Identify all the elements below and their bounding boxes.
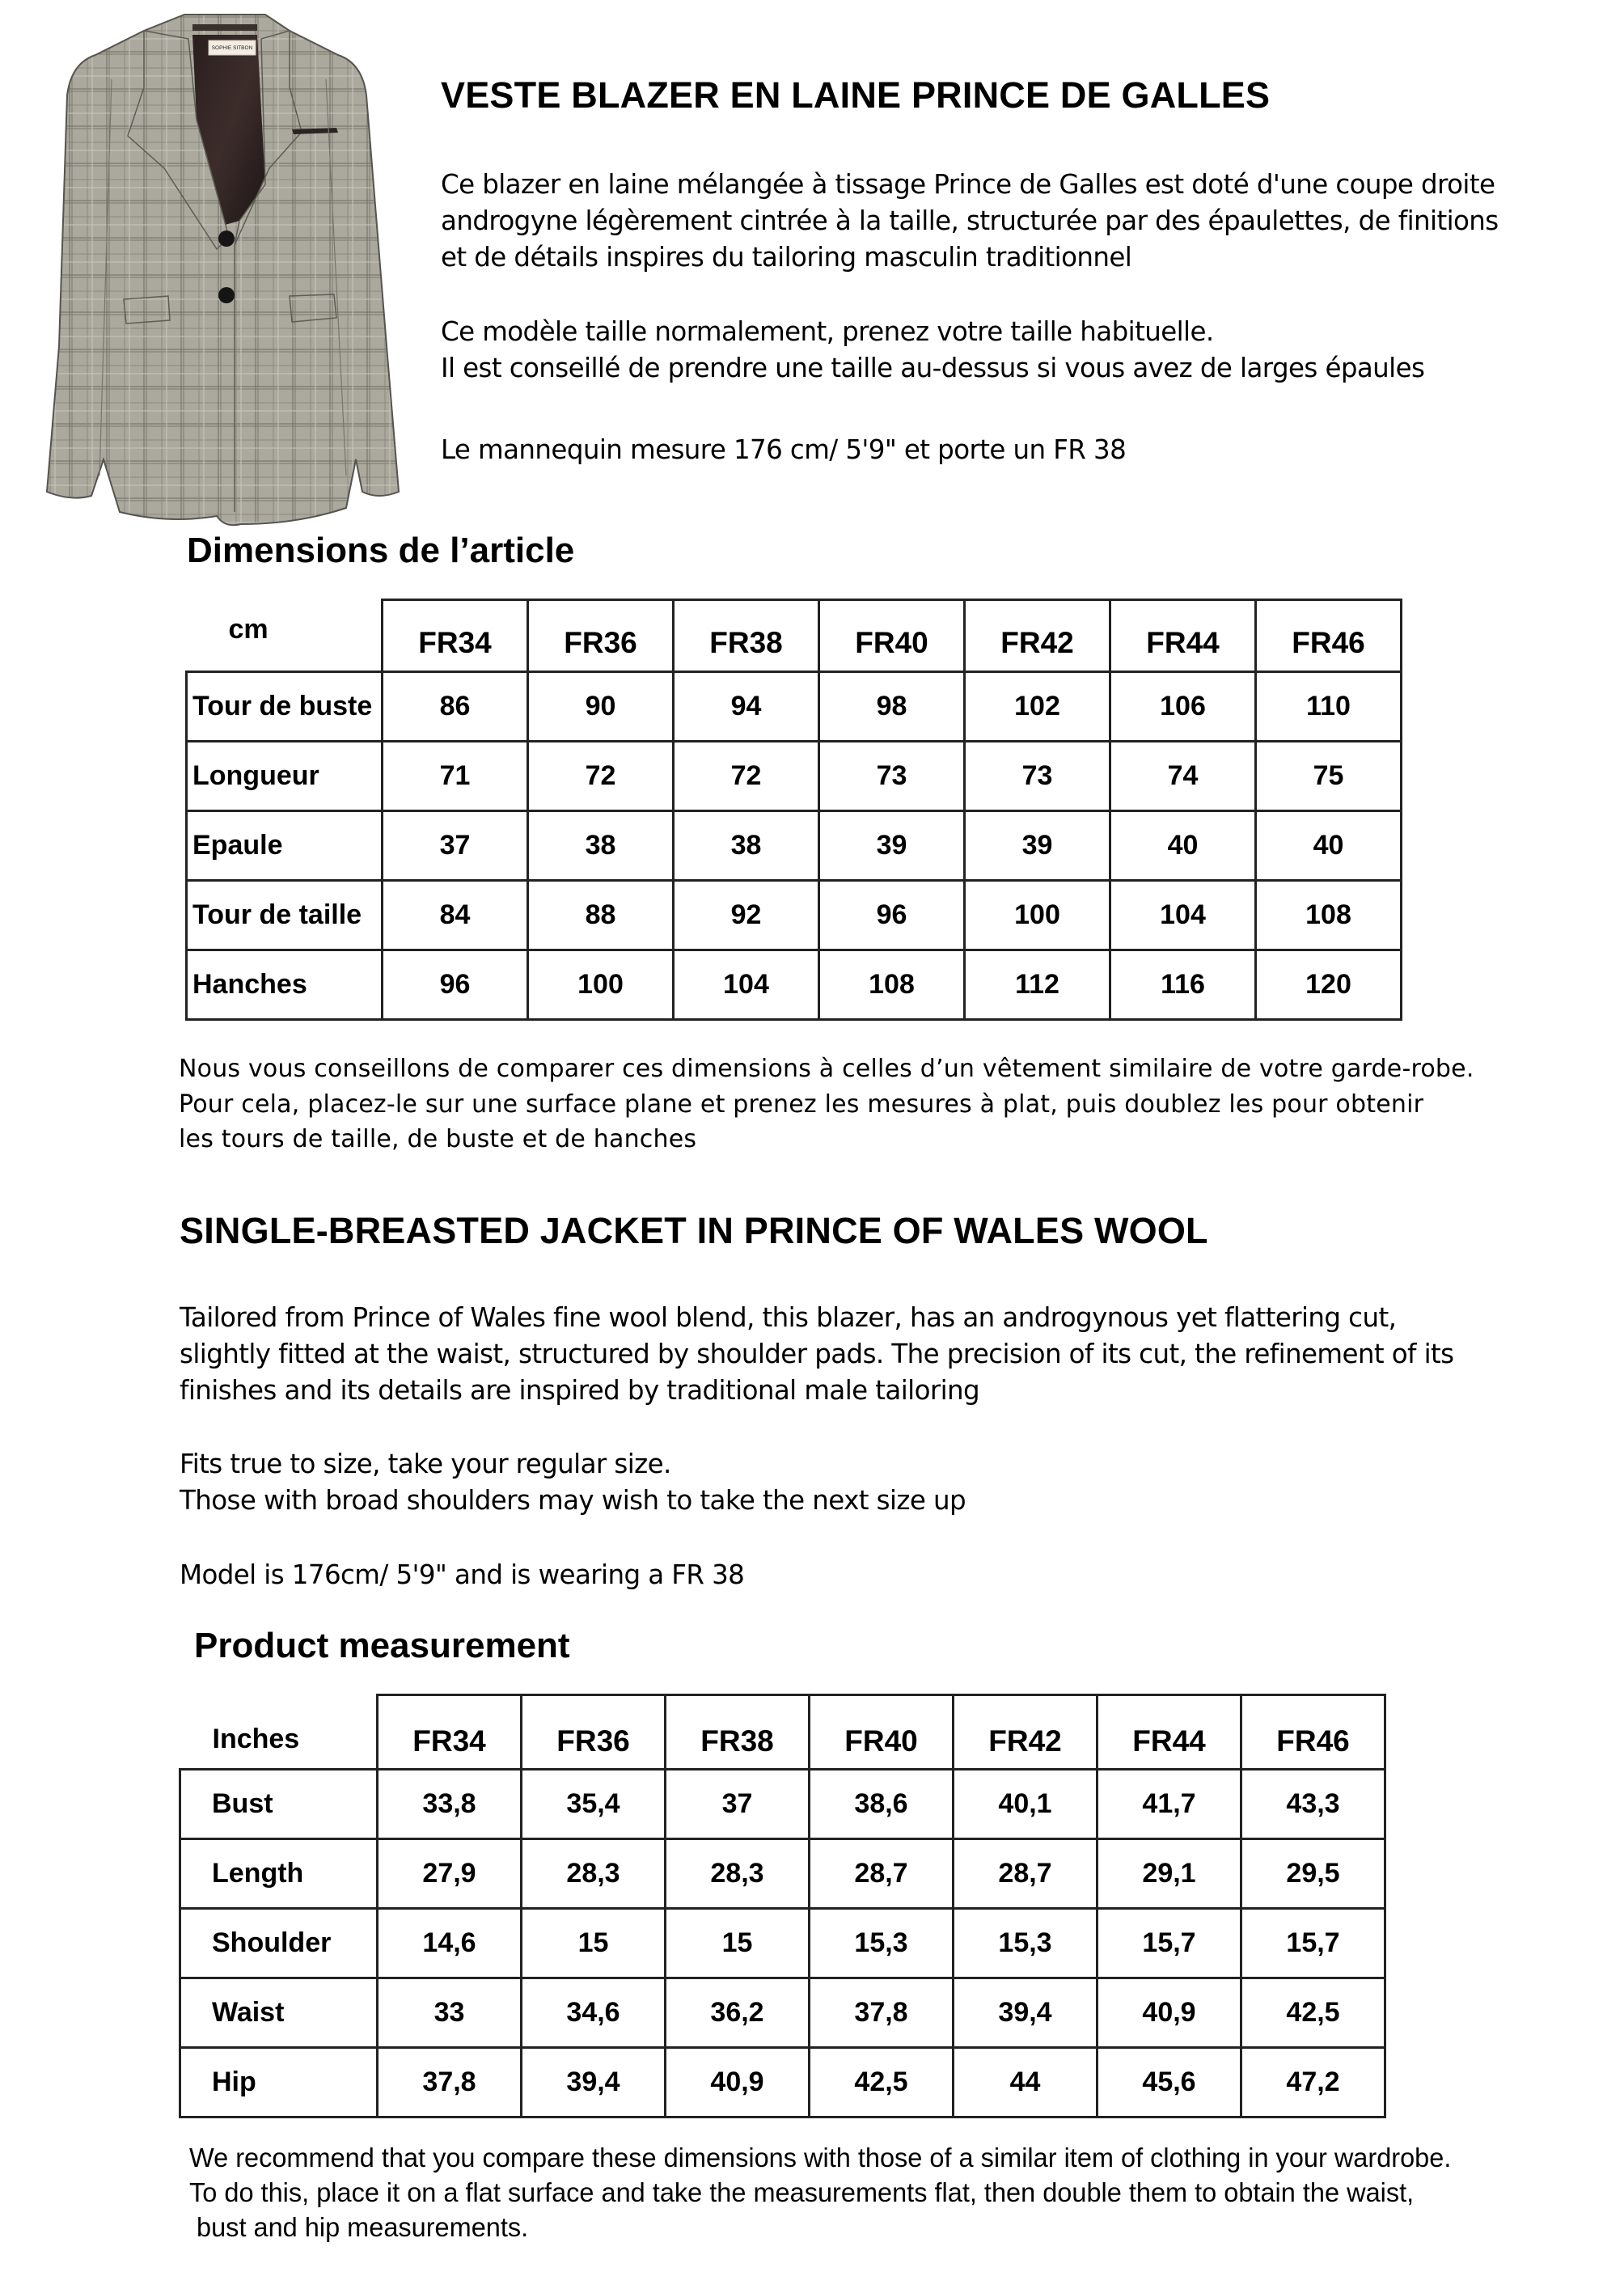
table-cell: 110: [1256, 672, 1402, 742]
table-cell: 14,6: [378, 1909, 522, 1978]
row-label: Longueur: [187, 742, 383, 811]
note-line: We recommend that you compare these dimensions with those of a similar item of clothing in your wardrobe.: [189, 2143, 1452, 2172]
table-row: [180, 1839, 1385, 1909]
product-title-fr: VESTE BLAZER EN LAINE PRINCE DE GALLES: [441, 74, 1271, 116]
size-header: FR34: [383, 600, 528, 672]
table-header-row: [187, 600, 1402, 672]
table-cell: 40,9: [666, 2048, 810, 2117]
table-cell: 108: [1256, 881, 1402, 950]
table-cell: 15,7: [1241, 1909, 1385, 1978]
size-header: FR42: [954, 1695, 1097, 1770]
table-cell: 39,4: [954, 1978, 1097, 2048]
note-line: Nous vous conseillons de comparer ces dimensions à celles d’un vêtement similaire de votre garde-robe.: [179, 1055, 1474, 1083]
description-fr: [441, 167, 1499, 276]
table-cell: 29,5: [1241, 1839, 1385, 1909]
table-row: [180, 1909, 1385, 1978]
row-label: Waist: [180, 1978, 378, 2048]
description-en: [180, 1300, 1454, 1409]
size-header: FR38: [666, 1695, 810, 1770]
table-row: [180, 2048, 1385, 2117]
table-cell: 38,6: [810, 1770, 954, 1839]
table-cell: 74: [1110, 742, 1256, 811]
table-cell: 42,5: [1241, 1978, 1385, 2048]
table-header-row: [180, 1695, 1385, 1770]
table-cell: 15,7: [1097, 1909, 1241, 1978]
table-cell: 28,3: [666, 1839, 810, 1909]
description-line: androgyne légèrement cintrée à la taille, structurée par des épaulettes, de finitions: [441, 205, 1499, 236]
size-table-cm: [185, 599, 1402, 1021]
size-header: FR40: [819, 600, 965, 672]
row-label: Hip: [180, 2048, 378, 2117]
table-title-fr: Dimensions de l’article: [187, 531, 575, 570]
table-cell: 38: [528, 811, 674, 881]
brand-label: SOPHIE SITBON: [211, 45, 253, 51]
size-header: FR44: [1110, 600, 1256, 672]
table-cell: 37,8: [810, 1978, 954, 2048]
product-image: [23, 6, 411, 532]
table-cell: 112: [965, 950, 1110, 1020]
row-label: Length: [180, 1839, 378, 1909]
table-cell: 102: [965, 672, 1110, 742]
description-line: et de détails inspires du tailoring masculin traditionnel: [441, 242, 1132, 273]
table-row: [187, 672, 1402, 742]
table-cell: 72: [528, 742, 674, 811]
table-cell: 37: [383, 811, 528, 881]
size-header: FR36: [522, 1695, 666, 1770]
table-cell: 34,6: [522, 1978, 666, 2048]
unit-label: cm: [187, 600, 383, 672]
button-bottom: [218, 287, 235, 303]
measurement-note-en: [189, 2140, 1451, 2244]
table-cell: 33,8: [378, 1770, 522, 1839]
table-cell: 73: [819, 742, 965, 811]
table-cell: 88: [528, 881, 674, 950]
table-row: [187, 742, 1402, 811]
row-label: Tour de taille: [187, 881, 383, 950]
table-cell: 86: [383, 672, 528, 742]
table-row: [180, 1770, 1385, 1839]
table-cell: 15,3: [810, 1909, 954, 1978]
table-title-en: Product measurement: [194, 1626, 570, 1665]
table-cell: 120: [1256, 950, 1402, 1020]
table-cell: 38: [674, 811, 819, 881]
fit-line: Ce modèle taille normalement, prenez votre taille habituelle.: [441, 316, 1214, 347]
row-label: Hanches: [187, 950, 383, 1020]
table-cell: 15: [666, 1909, 810, 1978]
model-info-fr: Le mannequin mesure 176 cm/ 5'9" et porte un FR 38: [441, 434, 1127, 465]
note-line: Pour cela, placez-le sur une surface plane et prenez les mesures à plat, puis doublez les pour obtenir: [179, 1089, 1424, 1119]
size-table-inches: [179, 1694, 1386, 2118]
fit-advice-en: [180, 1446, 966, 1519]
table-cell: 39: [819, 811, 965, 881]
table-cell: 36,2: [666, 1978, 810, 2048]
table-cell: 28,7: [810, 1839, 954, 1909]
table-cell: 37,8: [378, 2048, 522, 2117]
table-cell: 40,1: [954, 1770, 1097, 1839]
table-cell: 116: [1110, 950, 1256, 1020]
fit-line: Those with broad shoulders may wish to take the next size up: [180, 1485, 966, 1516]
note-line: To do this, place it on a flat surface and take the measurements flat, then double them to obtain the waist,: [189, 2177, 1415, 2207]
table-cell: 104: [1110, 881, 1256, 950]
table-cell: 39: [965, 811, 1110, 881]
table-cell: 92: [674, 881, 819, 950]
size-header: FR36: [528, 600, 674, 672]
fit-line: Il est conseillé de prendre une taille au-dessus si vous avez de larges épaules: [441, 353, 1425, 383]
table-cell: 98: [819, 672, 965, 742]
table-row: [180, 1978, 1385, 2048]
size-header: FR34: [378, 1695, 522, 1770]
table-cell: 96: [819, 881, 965, 950]
table-cell: 100: [528, 950, 674, 1020]
model-info-en: Model is 176cm/ 5'9" and is wearing a FR 38: [180, 1559, 745, 1590]
table-cell: 37: [666, 1770, 810, 1839]
table-cell: 42,5: [810, 2048, 954, 2117]
table-cell: 27,9: [378, 1839, 522, 1909]
description-line: Tailored from Prince of Wales fine wool blend, this blazer, has an androgynous yet flattering cut,: [180, 1302, 1397, 1333]
description-line: Ce blazer en laine mélangée à tissage Prince de Galles est doté d'une coupe droite: [441, 169, 1495, 200]
size-header: FR40: [810, 1695, 954, 1770]
table-cell: 47,2: [1241, 2048, 1385, 2117]
table-cell: 15: [522, 1909, 666, 1978]
table-cell: 100: [965, 881, 1110, 950]
table-row: [187, 811, 1402, 881]
unit-label: Inches: [180, 1695, 378, 1770]
table-cell: 28,7: [954, 1839, 1097, 1909]
blazer-illustration: [23, 6, 411, 532]
table-cell: 84: [383, 881, 528, 950]
table-cell: 104: [674, 950, 819, 1020]
table-cell: 40: [1110, 811, 1256, 881]
size-header: FR38: [674, 600, 819, 672]
size-header: FR42: [965, 600, 1110, 672]
table-cell: 40,9: [1097, 1978, 1241, 2048]
description-line: slightly fitted at the waist, structured by shoulder pads. The precision of its cut, the refinement of its: [180, 1339, 1454, 1369]
product-title-en: SINGLE-BREASTED JACKET IN PRINCE OF WALES WOOL: [180, 1210, 1208, 1251]
note-line: bust and hip measurements.: [189, 2212, 529, 2242]
fit-line: Fits true to size, take your regular size.: [180, 1449, 671, 1479]
description-line: finishes and its details are inspired by traditional male tailoring: [180, 1375, 980, 1406]
table-cell: 71: [383, 742, 528, 811]
row-label: Epaule: [187, 811, 383, 881]
table-cell: 96: [383, 950, 528, 1020]
row-label: Bust: [180, 1770, 378, 1839]
row-label: Tour de buste: [187, 672, 383, 742]
table-cell: 35,4: [522, 1770, 666, 1839]
size-header: FR44: [1097, 1695, 1241, 1770]
table-cell: 39,4: [522, 2048, 666, 2117]
table-cell: 72: [674, 742, 819, 811]
table-row: [187, 881, 1402, 950]
table-cell: 40: [1256, 811, 1402, 881]
table-cell: 45,6: [1097, 2048, 1241, 2117]
table-cell: 28,3: [522, 1839, 666, 1909]
table-cell: 43,3: [1241, 1770, 1385, 1839]
table-cell: 29,1: [1097, 1839, 1241, 1909]
size-header: FR46: [1241, 1695, 1385, 1770]
row-label: Shoulder: [180, 1909, 378, 1978]
table-cell: 106: [1110, 672, 1256, 742]
size-header: FR46: [1256, 600, 1402, 672]
table-row: [187, 950, 1402, 1020]
note-line: les tours de taille, de buste et de hanches: [179, 1125, 697, 1153]
fit-advice-fr: [441, 314, 1424, 387]
table-cell: 33: [378, 1978, 522, 2048]
table-cell: 75: [1256, 742, 1402, 811]
measurement-note-fr: [179, 1051, 1474, 1157]
table-cell: 94: [674, 672, 819, 742]
table-cell: 108: [819, 950, 965, 1020]
table-cell: 41,7: [1097, 1770, 1241, 1839]
table-cell: 73: [965, 742, 1110, 811]
table-cell: 44: [954, 2048, 1097, 2117]
table-cell: 15,3: [954, 1909, 1097, 1978]
table-cell: 90: [528, 672, 674, 742]
button-top: [218, 231, 235, 247]
